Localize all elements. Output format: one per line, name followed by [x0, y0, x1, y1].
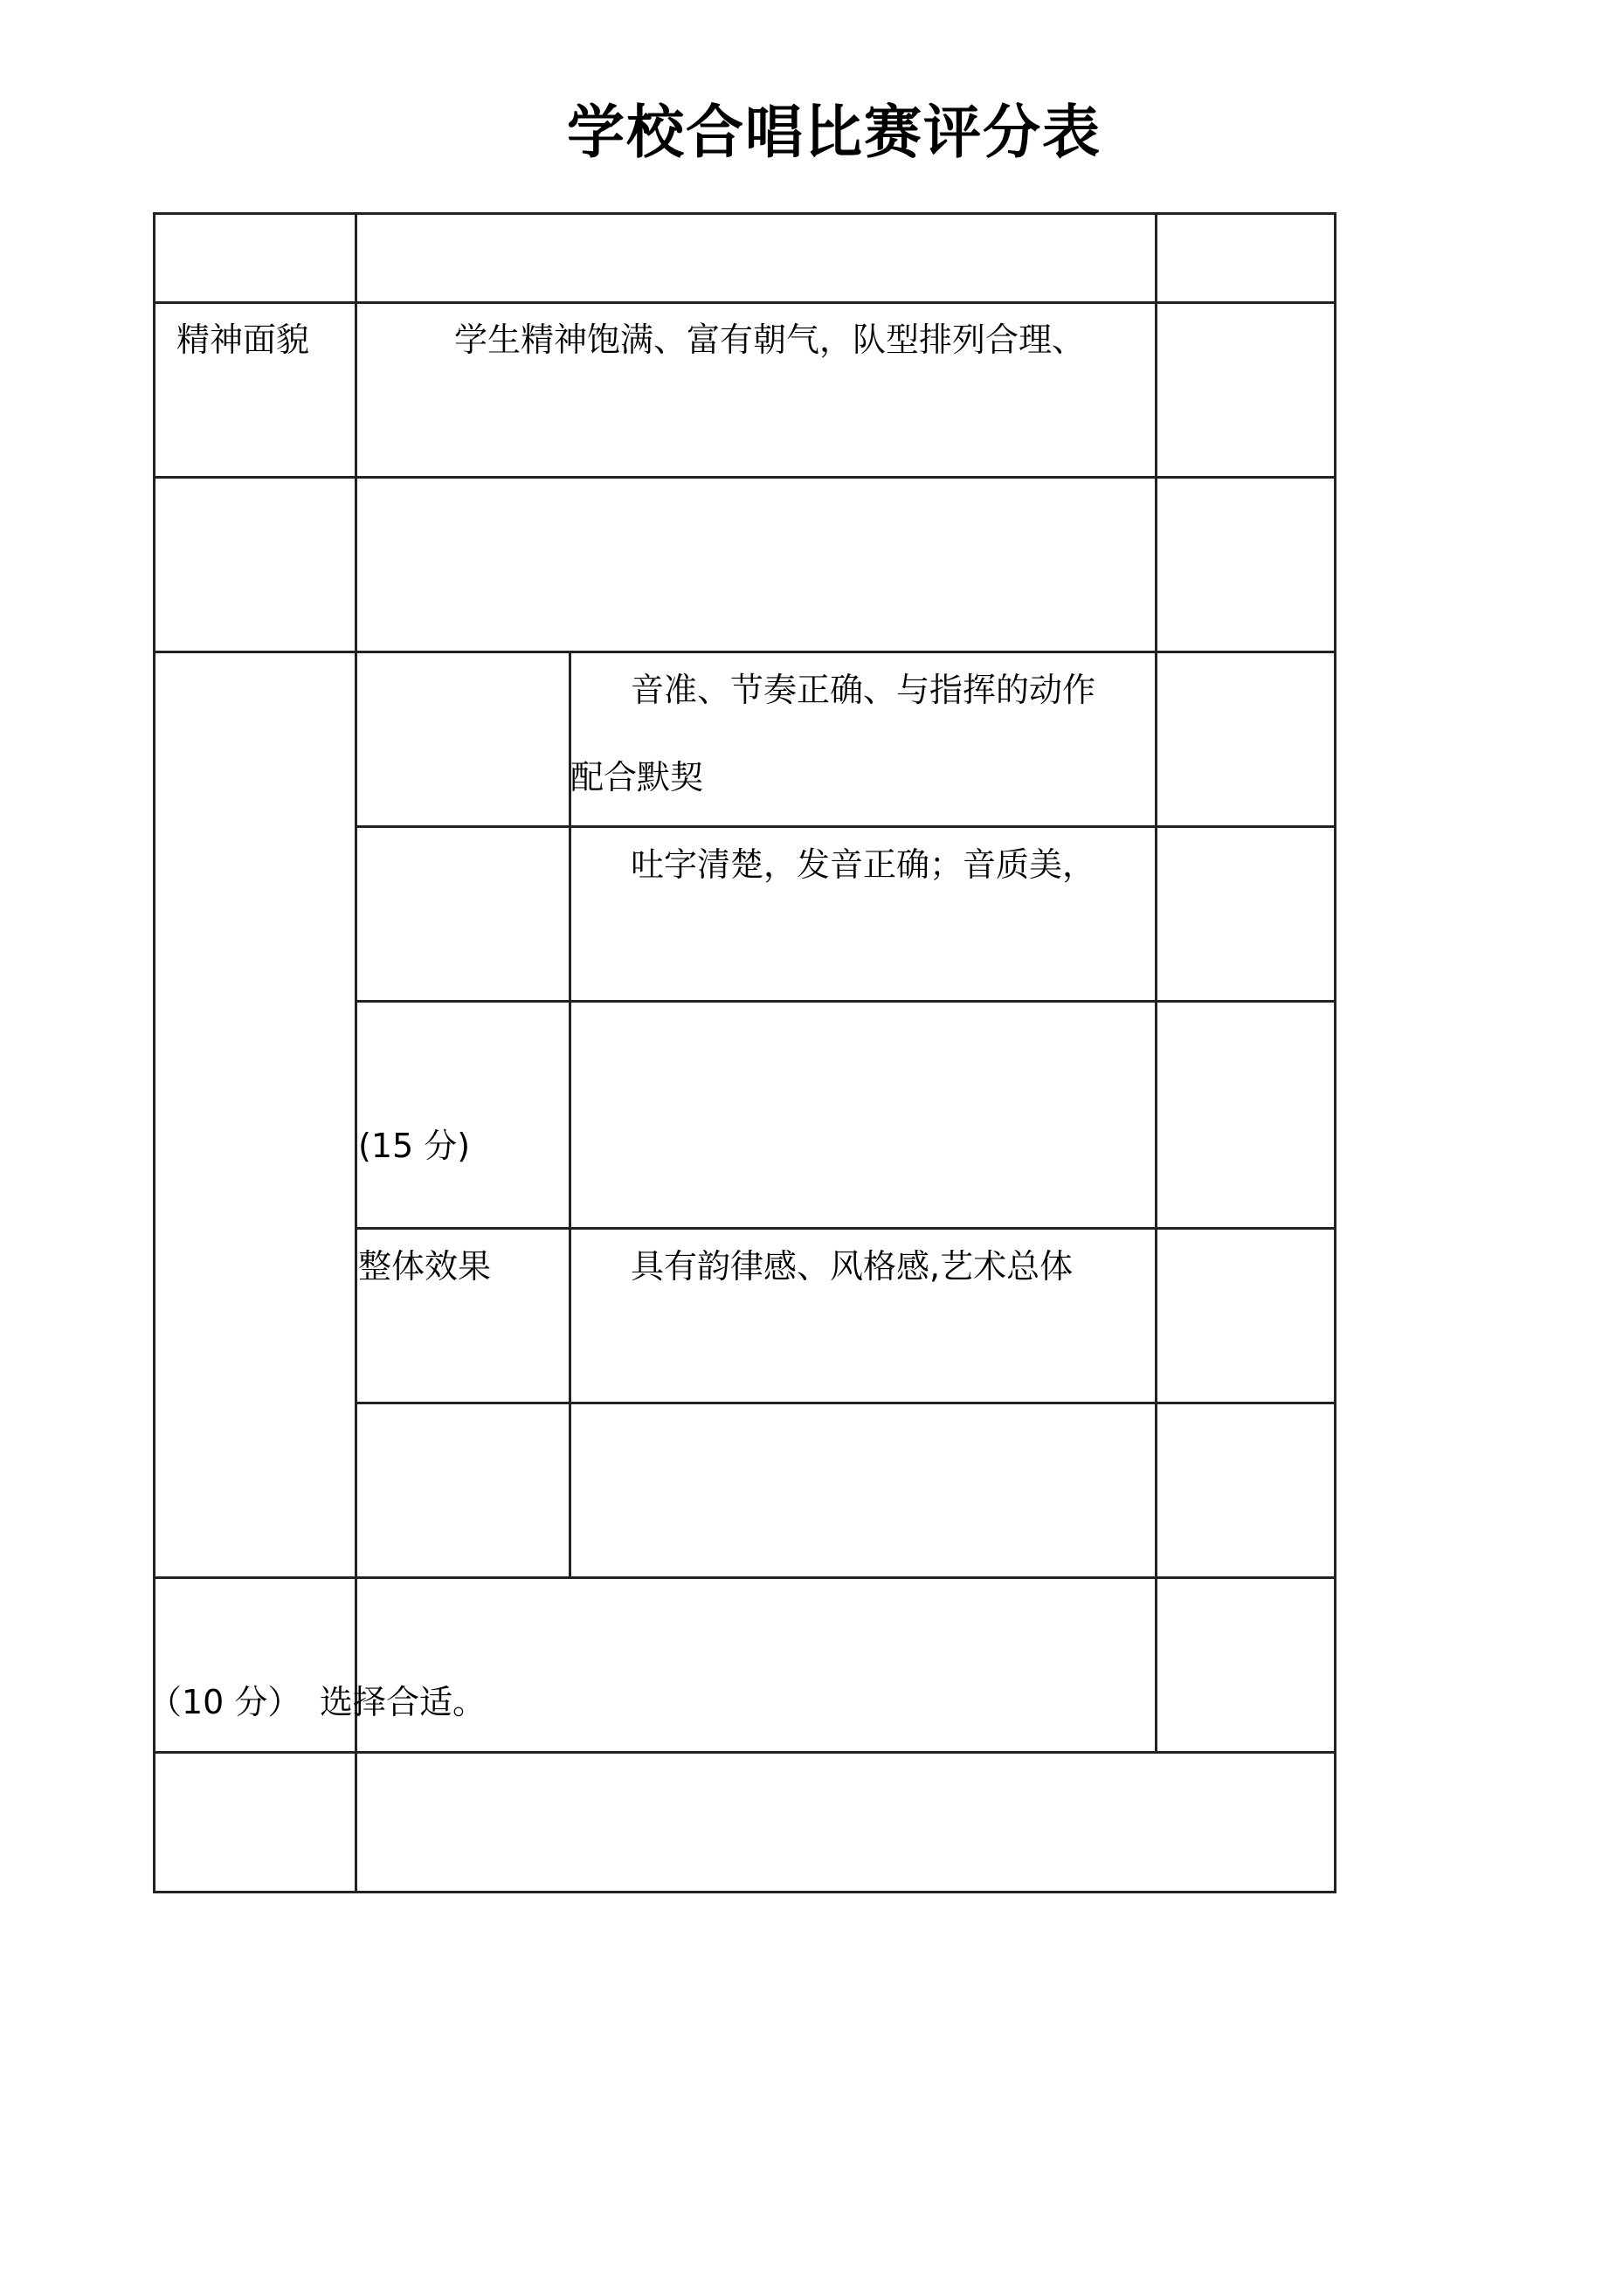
overall-effect-label: 整体效果	[358, 1247, 492, 1286]
row-divider-7	[355, 1402, 1336, 1404]
row-divider-8	[153, 1576, 1336, 1579]
row-divider-9	[153, 1751, 1336, 1754]
row-divider-5	[355, 1000, 1336, 1003]
row-divider-3	[153, 651, 1336, 653]
row-divider-1	[153, 301, 1336, 304]
intonation-description-line2: 配合默契	[570, 758, 704, 796]
spirit-description: 学生精神饱满、富有朝气，队型排列合理、	[454, 321, 1086, 359]
table-border-right	[1334, 212, 1336, 1893]
table-border-left	[153, 212, 155, 1893]
overall-effect-description: 具有韵律感、风格感,艺术总体	[631, 1247, 1074, 1286]
column-divider-3	[1155, 212, 1157, 1754]
score-10-label: （10 分）	[148, 1683, 301, 1721]
diction-description: 吐字清楚，发音正确；音质美，	[631, 845, 1096, 884]
spirit-category-label: 精神面貌	[176, 321, 310, 359]
table-border-bottom	[153, 1891, 1336, 1893]
song-selection-description: 选择合适。	[320, 1683, 487, 1721]
table-border-top	[153, 212, 1336, 215]
score-15-label: (15 分)	[358, 1127, 471, 1165]
page-title: 学校合唱比赛评分表	[567, 99, 1102, 166]
row-divider-2	[153, 476, 1336, 479]
intonation-description-line1: 音准、节奏正确、与指挥的动作	[631, 671, 1096, 709]
column-divider-1	[355, 212, 357, 1893]
row-divider-6	[355, 1227, 1336, 1230]
row-divider-4	[355, 825, 1336, 828]
